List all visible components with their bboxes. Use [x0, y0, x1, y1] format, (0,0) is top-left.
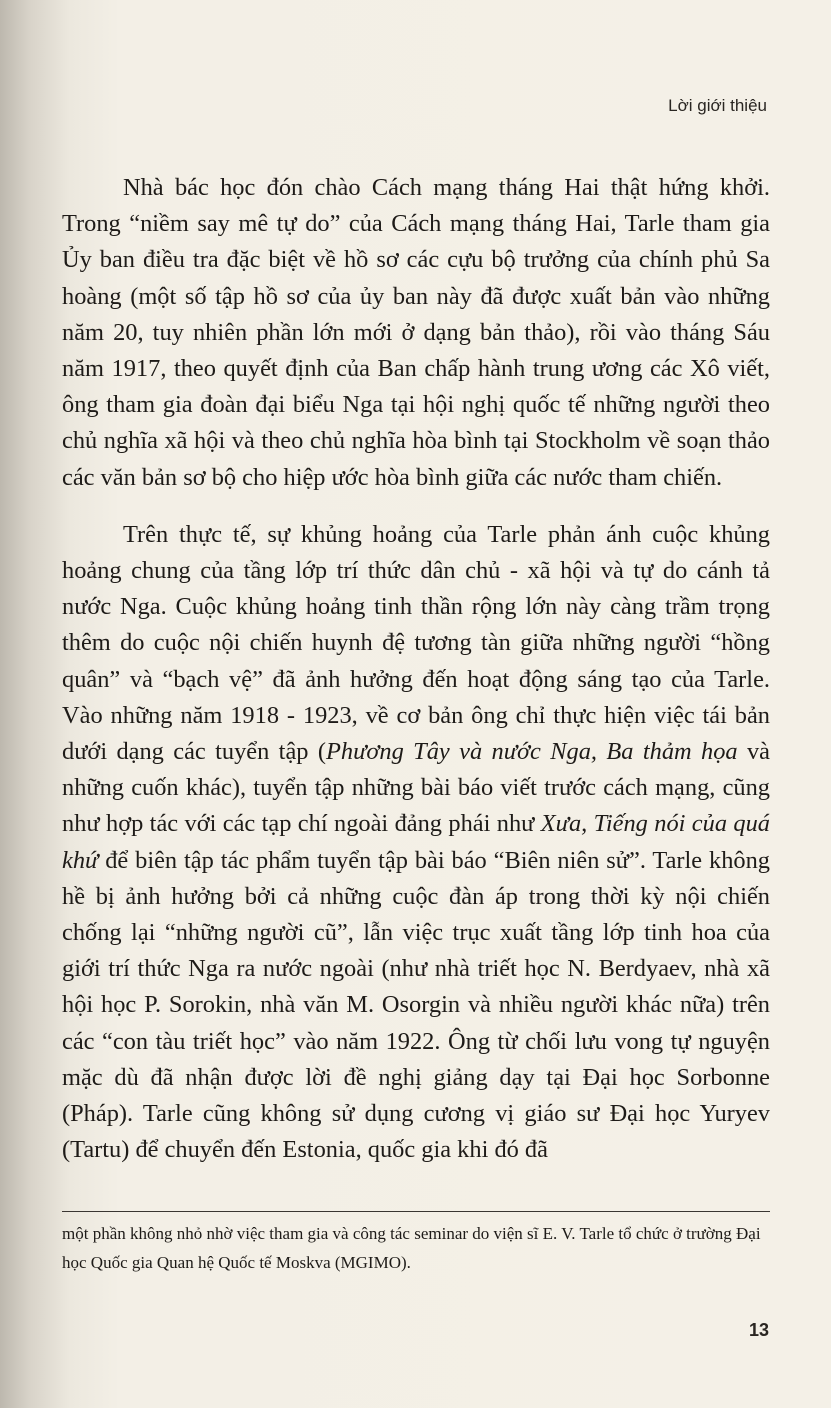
footnote-text: một phần không nhỏ nhờ việc tham gia và công tác seminar do viện sĩ E. V. Tarle tổ chức ở trường Đại học Quốc gia Quan hệ Quốc tế Moskva (MGIMO). — [62, 1224, 761, 1272]
page-number: 13 — [748, 1320, 769, 1340]
footnote — [62, 1219, 770, 1277]
paragraph-2-text-c: và những cuốn khác), tuyển tập những bài báo viết trước cách mạng, cũng như hợp tác với các tạp chí ngoài đảng phái như — [62, 738, 771, 838]
running-header: Lời giới thiệu — [668, 96, 767, 115]
footnote-divider — [62, 1211, 770, 1212]
journal-titles-italic: Xưa, Tiếng nói của quá khứ — [62, 810, 770, 874]
paragraph-2 — [62, 517, 770, 1169]
paragraph-1-text: Nhà bác học đón chào Cách mạng tháng Hai thật hứng khởi. Trong “niềm say mê tự do” của Cách mạng tháng Hai, Tarle tham gia Ủy ban điều tra đặc biệt về hồ sơ các cựu bộ trưởng của chính phủ Sa hoàng (một số tập hồ sơ của ủy ban này đã được xuất bản vào những năm 20, tuy nhiên phần lớn mới ở dạng bản thảo), rồi vào tháng Sáu năm 1917, theo quyết định của Ban chấp hành trung ương các Xô viết, ông tham gia đoàn đại biểu Nga tại hội nghị quốc tế những người theo chủ nghĩa xã hội và theo chủ nghĩa hòa bình tại Stockholm về soạn thảo các văn bản sơ bộ cho hiệp ước hòa bình giữa các nước tham chiến. — [62, 174, 770, 491]
paragraph-1 — [62, 170, 770, 496]
paragraph-2-text-a: Trên thực tế, sự khủng hoảng của Tarle phản ánh cuộc khủng hoảng chung của tầng lớp trí thức dân chủ - xã hội và tự do cánh tả nước Nga. Cuộc khủng hoảng tinh thần rộng lớn này càng trầm trọng thêm do cuộc nội chiến huynh đệ tương tàn giữa những người “hồng quân” và “bạch vệ” đã ảnh hưởng đến hoạt động sáng tạo của Tarle. Vào những năm 1918 - 1923, về cơ bản ông chỉ thực hiện việc tái bản dưới dạng các tuyển tập ( — [62, 520, 770, 766]
body-text — [62, 170, 770, 1168]
paragraph-2-text-e: để biên tập tác phẩm tuyển tập bài báo “Biên niên sử”. Tarle không hề bị ảnh hưởng bởi cả những cuộc đàn áp trong thời kỳ nội chiến chống lại “những người cũ”, lẫn việc trục xuất tầng lớp tinh hoa của giới trí thức Nga ra nước ngoài (như nhà triết học N. Berdyaev, nhà xã hội học P. Sorokin, nhà văn M. Osorgin và nhiều người khác nữa) trên các “con tàu triết học” vào năm 1922. Ông từ chối lưu vong tự nguyện mặc dù đã nhận được lời đề nghị giảng dạy tại Đại học Sorbonne (Pháp). Tarle cũng không sử dụng cương vị giáo sư Đại học Yuryev (Tartu) để chuyển đến Estonia, quốc gia khi đó đã — [62, 846, 770, 1164]
book-title-italic: Phương Tây và nước Nga, Ba thảm họa — [325, 738, 738, 766]
